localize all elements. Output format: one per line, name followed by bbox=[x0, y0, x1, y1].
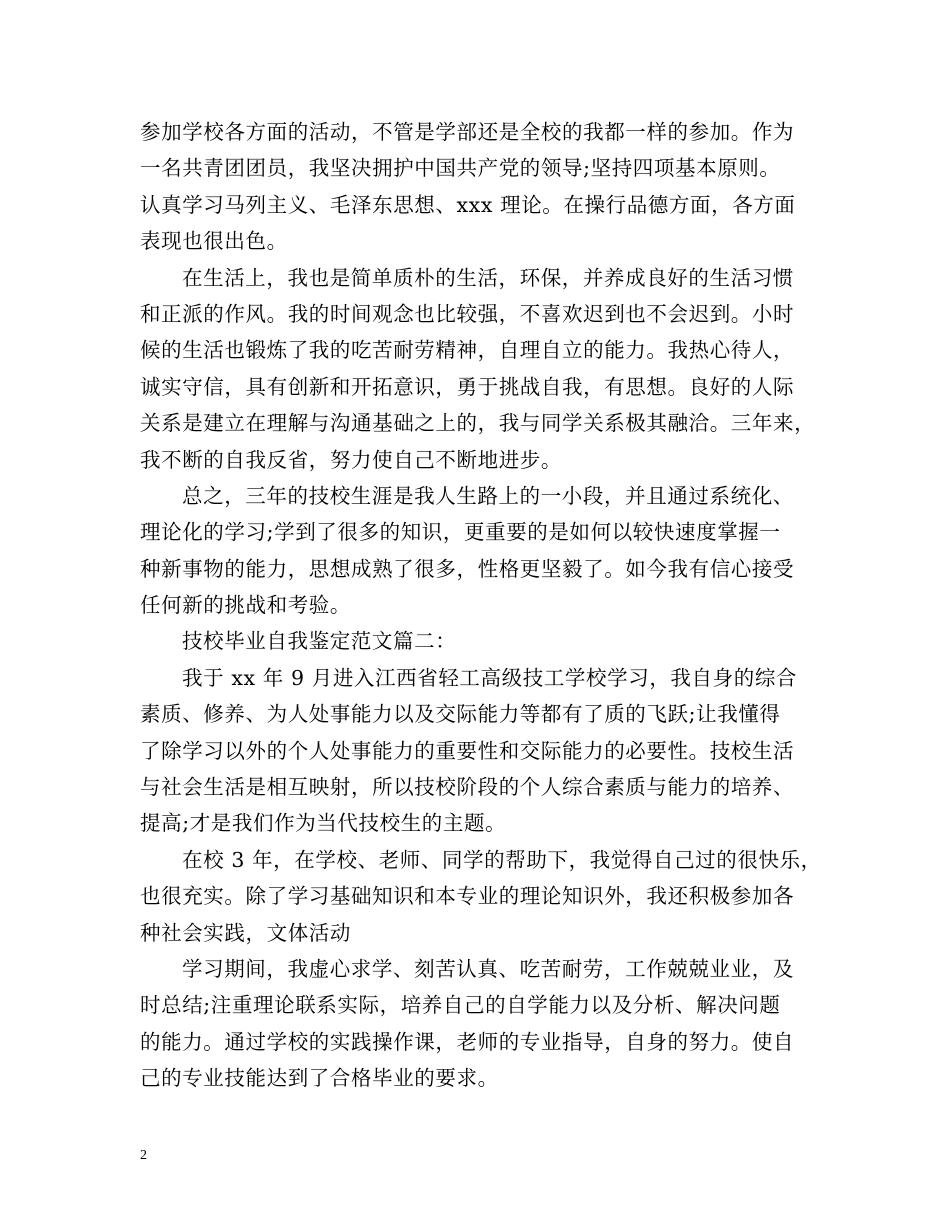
paragraph bbox=[140, 842, 826, 951]
text-line: 了除学习以外的个人处事能力的重要性和交际能力的必要性。技校生活 bbox=[140, 738, 795, 763]
text-line: 候的生活也锻炼了我的吃苦耐劳精神，自理自立的能力。我热心待人， bbox=[140, 338, 795, 363]
text-line: 一名共青团团员，我坚决拥护中国共产党的领导;坚持四项基本原则。 bbox=[140, 156, 781, 181]
text-line: 技校毕业自我鉴定范文篇二： bbox=[182, 629, 457, 654]
text-line: 学习期间，我虚心求学、刻苦认真、吃苦耐劳，工作兢兢业业，及 bbox=[182, 956, 794, 981]
text-line: 总之，三年的技校生涯是我人生路上的一小段，并且通过系统化、 bbox=[182, 483, 794, 508]
text-line: 也很充实。除了学习基础知识和本专业的理论知识外，我还积极参加各 bbox=[140, 884, 795, 909]
text-line: 理论化的学习;学到了很多的知识，更重要的是如何以较快速度掌握一 bbox=[140, 520, 781, 545]
paragraph bbox=[140, 114, 826, 260]
text-line: 在生活上，我也是简单质朴的生活，环保，并养成良好的生活习惯 bbox=[182, 265, 794, 290]
text-line: 关系是建立在理解与沟通基础之上的，我与同学关系极其融洽。三年来， bbox=[140, 411, 816, 436]
text-line: 认真学习马列主义、毛泽东思想、xxx 理论。在操行品德方面，各方面 bbox=[140, 192, 796, 217]
text-line: 在校 3 年，在学校、老师、同学的帮助下，我觉得自己过的很快乐， bbox=[182, 847, 822, 872]
text-line: 的能力。通过学校的实践操作课，老师的专业指导，自身的努力。使自 bbox=[140, 1029, 795, 1054]
text-line: 表现也很出色。 bbox=[140, 229, 288, 254]
text-line: 种社会实践，文体活动 bbox=[140, 920, 351, 945]
document-body bbox=[140, 114, 826, 1097]
text-line: 时总结;注重理论联系实际，培养自己的自学能力以及分析、解决问题 bbox=[140, 993, 781, 1018]
paragraph bbox=[140, 260, 826, 478]
text-line: 参加学校各方面的活动，不管是学部还是全校的我都一样的参加。作为 bbox=[140, 120, 795, 144]
text-line: 我于 xx 年 9 月进入江西省轻工高级技工学校学习，我自身的综合 bbox=[182, 665, 798, 690]
paragraph bbox=[140, 660, 826, 842]
text-line: 与社会生活是相互映射，所以技校阶段的个人综合素质与能力的培养、 bbox=[140, 775, 795, 800]
text-line: 任何新的挑战和考验。 bbox=[140, 593, 351, 618]
text-line: 我不断的自我反省，努力使自己不断地进步。 bbox=[140, 447, 562, 472]
text-line: 提高;才是我们作为当代技校生的主题。 bbox=[140, 811, 507, 836]
text-line: 己的专业技能达到了合格毕业的要求。 bbox=[140, 1066, 499, 1091]
text-line: 种新事物的能力，思想成熟了很多，性格更坚毅了。如今我有信心接受 bbox=[140, 556, 795, 581]
text-line: 诚实守信，具有创新和开拓意识，勇于挑战自我，有思想。良好的人际 bbox=[140, 374, 795, 399]
text-line: 和正派的作风。我的时间观念也比较强，不喜欢迟到也不会迟到。小时 bbox=[140, 301, 795, 326]
page-number: 2 bbox=[140, 1148, 147, 1163]
paragraph bbox=[140, 478, 826, 624]
paragraph bbox=[140, 951, 826, 1097]
text-line: 素质、修养、为人处事能力以及交际能力等都有了质的飞跃;让我懂得 bbox=[140, 702, 781, 727]
paragraph bbox=[140, 623, 826, 659]
